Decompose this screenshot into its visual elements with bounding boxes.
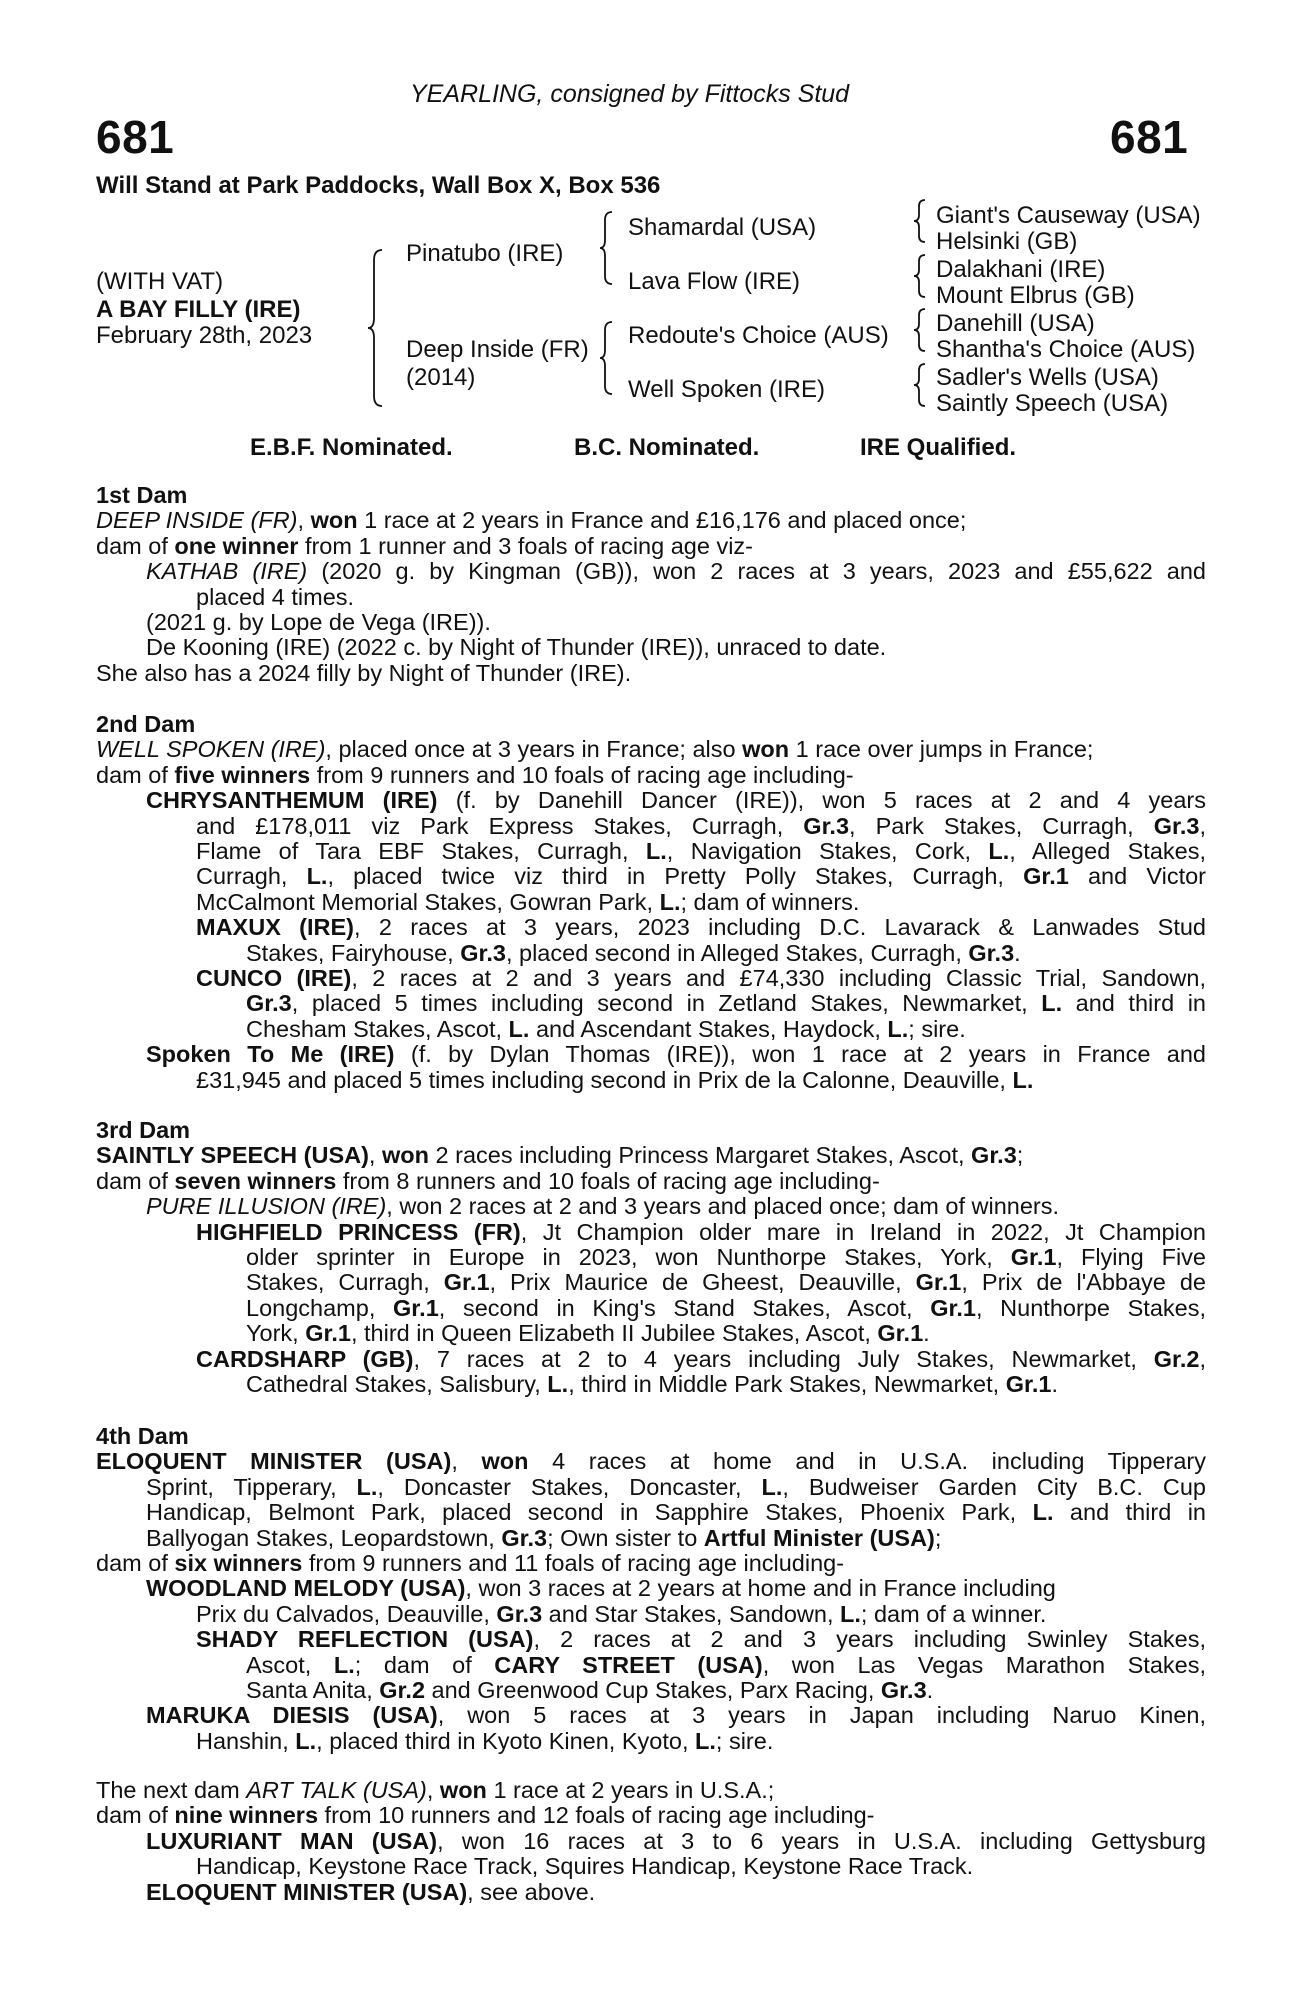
text-run: Handicap, Belmont Park, placed second in Sapphire Stakes, Phoenix Park, xyxy=(146,1500,1033,1526)
text-run: ; sire. xyxy=(715,1728,774,1754)
catalogue-line xyxy=(96,788,1206,813)
text-run: , won 5 races at 3 years in Japan including Naruo Kinen, xyxy=(437,1703,1206,1729)
pedigree-bracket-sd xyxy=(912,253,928,299)
dam-heading: 1st Dam xyxy=(96,483,188,508)
bold-text: L. xyxy=(695,1728,716,1754)
catalogue-line xyxy=(96,1475,1206,1500)
bold-text: L. xyxy=(761,1474,783,1500)
text-run: , placed third in Kyoto Kinen, Kyoto, xyxy=(316,1728,696,1754)
ped-sdd: Mount Elbrus (GB) xyxy=(936,282,1135,309)
text-run: 1 race over jumps in France; xyxy=(789,737,1094,763)
italic-text: KATHAB (IRE) xyxy=(146,559,308,585)
text-run: , Park Stakes, Curragh, xyxy=(849,813,1154,839)
text-run: , 2 races at 2 and 3 years including Swinley Stakes, xyxy=(533,1627,1206,1653)
bold-text: Gr.1 xyxy=(1010,1245,1057,1271)
text-run: 1 race at 2 years in France and £16,176 and placed once; xyxy=(357,508,967,534)
text-run: placed 4 times. xyxy=(196,584,355,610)
text-run: from 9 runners and 11 foals of racing age including- xyxy=(302,1551,845,1577)
text-run: from 8 runners and 10 foals of racing age including- xyxy=(336,1168,880,1194)
pedigree-bracket-ss xyxy=(912,198,928,244)
text-run: . xyxy=(926,1678,934,1704)
ped-sss: Giant's Causeway (USA) xyxy=(936,202,1201,229)
catalogue-line xyxy=(96,585,1206,610)
catalogue-line xyxy=(96,1803,1206,1828)
pedigree-bracket-dam xyxy=(598,320,616,396)
text-run: , xyxy=(1199,813,1206,839)
stand-location: Will Stand at Park Paddocks, Wall Box X, Box 536 xyxy=(96,172,661,199)
catalogue-line xyxy=(96,1653,1206,1678)
text-run: , won Las Vegas Marathon Stakes, xyxy=(762,1652,1206,1678)
bold-text: SHADY REFLECTION (USA) xyxy=(196,1627,534,1653)
text-run: , xyxy=(426,1778,440,1803)
catalogue-line xyxy=(96,864,1206,889)
bold-text: Gr.1 xyxy=(443,1270,490,1296)
text-run: , placed second in Alleged Stakes, Curragh, xyxy=(505,940,969,966)
dam-sire: Redoute's Choice (AUS) xyxy=(628,322,889,349)
vat-note: (WITH VAT) xyxy=(96,268,224,295)
text-run: Longchamp, xyxy=(246,1295,394,1321)
catalogue-line xyxy=(96,1347,1206,1372)
text-run: ; dam of a winner. xyxy=(860,1601,1047,1627)
catalogue-line xyxy=(96,991,1206,1016)
bold-text: Gr.3 xyxy=(880,1678,927,1704)
ire-qualification: IRE Qualified. xyxy=(860,434,1017,461)
catalogue-line xyxy=(96,763,1206,788)
catalogue-line xyxy=(96,1372,1206,1397)
catalogue-line xyxy=(96,814,1206,839)
text-run: (f. by Dylan Thomas (IRE)), won 1 race at 2 years in France and xyxy=(394,1042,1206,1068)
text-run: , Flying Five xyxy=(1056,1245,1206,1271)
text-run: Sprint, Tipperary, xyxy=(146,1474,357,1500)
bold-text: L. xyxy=(547,1372,569,1398)
catalogue-line xyxy=(96,1778,1206,1803)
text-run: 4 races at home and in U.S.A. including Tipperary xyxy=(528,1449,1206,1475)
bold-text: L. xyxy=(508,1016,530,1042)
sale-subtitle: YEARLING, consigned by Fittocks Stud xyxy=(410,80,850,108)
bold-text: Gr.3 xyxy=(1153,813,1200,839)
bold-text: Gr.3 xyxy=(246,991,292,1017)
bold-text: L. xyxy=(1041,991,1063,1017)
text-run: York, xyxy=(246,1321,306,1347)
text-run: , won 2 races at 2 and 3 years and placed once; dam of winners. xyxy=(386,1194,1060,1220)
bold-text: L. xyxy=(988,839,1010,865)
bold-text: Gr.1 xyxy=(1005,1372,1052,1398)
text-run: from 9 runners and 10 foals of racing age including- xyxy=(310,762,854,788)
bold-text: CARDSHARP (GB) xyxy=(196,1346,414,1372)
bold-text: Gr.2 xyxy=(379,1678,426,1704)
text-run: , Alleged Stakes, xyxy=(1009,839,1206,865)
text-run: Chesham Stakes, Ascot, xyxy=(246,1016,509,1042)
sire-name: Pinatubo (IRE) xyxy=(406,240,564,267)
bold-text: L. xyxy=(1032,1500,1054,1526)
pedigree-bracket-dd xyxy=(912,362,928,408)
bold-text: CUNCO (IRE) xyxy=(196,966,352,992)
first-dam-section xyxy=(96,483,1206,686)
bold-text: HIGHFIELD PRINCESS (FR) xyxy=(196,1219,521,1245)
third-dam-section xyxy=(96,1118,1206,1397)
catalogue-line xyxy=(96,1017,1206,1042)
catalogue-line xyxy=(96,1627,1206,1652)
bold-text: ELOQUENT MINISTER (USA) xyxy=(146,1879,468,1905)
bold-text: Gr.1 xyxy=(393,1295,439,1321)
catalogue-line xyxy=(96,1321,1206,1346)
catalogue-line xyxy=(96,737,1206,762)
text-run: . xyxy=(1014,940,1021,966)
bold-text: Gr.3 xyxy=(501,1525,548,1551)
catalogue-line xyxy=(96,508,1206,533)
catalogue-line xyxy=(96,915,1206,940)
catalogue-line xyxy=(96,1703,1206,1728)
catalogue-line xyxy=(96,635,1206,660)
text-run: , second in King's Stand Stakes, Ascot, xyxy=(438,1295,931,1321)
text-run: , xyxy=(451,1449,482,1475)
catalogue-line xyxy=(96,1576,1206,1601)
pedigree-bracket-sire xyxy=(598,210,616,286)
ped-dds: Sadler's Wells (USA) xyxy=(936,364,1159,391)
bold-text: CARY STREET (USA) xyxy=(494,1652,763,1678)
bold-text: nine winners xyxy=(174,1803,319,1829)
text-run: , 2 races at 3 years, 2023 including D.C. Lavarack & Lanwades Stud xyxy=(354,915,1206,941)
text-run: dam of xyxy=(96,1551,175,1577)
text-run: Santa Anita, xyxy=(246,1678,380,1704)
bold-text: Gr.1 xyxy=(915,1270,962,1296)
bold-text: L. xyxy=(295,1728,317,1754)
text-run: Prix du Calvados, Deauville, xyxy=(196,1601,497,1627)
catalogue-line xyxy=(96,1500,1206,1525)
bold-text: CHRYSANTHEMUM (IRE) xyxy=(146,788,438,814)
bold-text: L. xyxy=(645,839,667,865)
text-run: , won 3 races at 2 years at home and in France including xyxy=(465,1576,1056,1602)
catalogue-line xyxy=(96,1245,1206,1270)
catalogue-line xyxy=(96,890,1206,915)
text-run: ; dam of xyxy=(354,1652,495,1678)
text-run: McCalmont Memorial Stakes, Gowran Park, xyxy=(196,889,660,915)
bold-text: L. xyxy=(1012,1067,1034,1093)
catalogue-line xyxy=(96,1143,1206,1168)
catalogue-line xyxy=(96,1296,1206,1321)
bold-text: won xyxy=(481,1449,529,1475)
catalogue-line xyxy=(96,1526,1206,1551)
text-run: Hanshin, xyxy=(196,1728,296,1754)
text-run: (f. by Danehill Dancer (IRE)), won 5 races at 2 and 4 years xyxy=(437,788,1206,814)
bold-text: L. xyxy=(840,1601,861,1627)
bold-text: Gr.3 xyxy=(496,1601,543,1627)
text-run: and £178,011 viz Park Express Stakes, Curragh, xyxy=(196,813,804,839)
ped-dsd: Shantha's Choice (AUS) xyxy=(936,336,1196,363)
catalogue-line xyxy=(96,1729,1206,1754)
text-run: Ascot, xyxy=(246,1652,334,1678)
text-run: She also has a 2024 filly by Night of Thunder (IRE). xyxy=(96,660,632,686)
text-run: from 1 runner and 3 foals of racing age viz- xyxy=(298,533,753,559)
italic-text: ART TALK (USA) xyxy=(246,1778,427,1803)
bold-text: L. xyxy=(659,889,681,915)
text-run: ; sire. xyxy=(908,1016,966,1042)
bold-text: five winners xyxy=(174,762,311,788)
bold-text: Gr.1 xyxy=(305,1321,351,1347)
bold-text: Gr.1 xyxy=(877,1321,924,1347)
text-run: Flame of Tara EBF Stakes, Curragh, xyxy=(196,839,646,865)
italic-text: PURE ILLUSION (IRE) xyxy=(146,1194,387,1220)
text-run: Stakes, Fairyhouse, xyxy=(246,940,461,966)
text-run: , xyxy=(368,1143,382,1169)
dam-year: (2014) xyxy=(406,364,476,391)
pedigree-bracket-ds xyxy=(912,307,928,353)
text-run: (2021 g. by Lope de Vega (IRE)). xyxy=(146,610,491,636)
ped-sds: Dalakhani (IRE) xyxy=(936,256,1106,283)
bold-text: L. xyxy=(356,1474,378,1500)
text-run: , Prix Maurice de Gheest, Deauville, xyxy=(489,1270,916,1296)
dam-name: Deep Inside (FR) xyxy=(406,336,589,363)
text-run: , 7 races at 2 to 4 years including July Stakes, Newmarket, xyxy=(413,1346,1154,1372)
bold-text: Gr.3 xyxy=(971,1143,1017,1169)
text-run: , Prix de l'Abbaye de xyxy=(961,1270,1206,1296)
catalogue-line xyxy=(96,1449,1206,1474)
bold-text: Gr.2 xyxy=(1153,1346,1200,1372)
text-run: ; Own sister to xyxy=(547,1525,704,1551)
foaling-date: February 28th, 2023 xyxy=(96,322,313,349)
text-run: , Jt Champion older mare in Ireland in 2022, Jt Champion xyxy=(520,1219,1206,1245)
text-run: Stakes, Curragh, xyxy=(246,1270,444,1296)
lot-name: A BAY FILLY (IRE) xyxy=(96,296,301,323)
bold-text: Gr.1 xyxy=(930,1295,976,1321)
bold-text: won xyxy=(381,1143,429,1169)
text-run: De Kooning (IRE) (2022 c. by Night of Thunder (IRE)), unraced to date. xyxy=(146,635,887,661)
dam-dam: Well Spoken (IRE) xyxy=(628,376,825,403)
text-run: , third in Queen Elizabeth II Jubilee Stakes, Ascot, xyxy=(350,1321,878,1347)
text-run: and Victor xyxy=(1068,864,1206,890)
dam-heading: 2nd Dam xyxy=(96,712,196,737)
catalogue-line xyxy=(96,1270,1206,1295)
catalogue-line xyxy=(96,1068,1206,1093)
dam-heading: 3rd Dam xyxy=(96,1118,191,1143)
bold-text: L. xyxy=(887,1016,909,1042)
catalogue-line xyxy=(96,1829,1206,1854)
ped-ddd: Saintly Speech (USA) xyxy=(936,390,1169,417)
text-run: , see above. xyxy=(467,1879,596,1905)
sire-sire: Shamardal (USA) xyxy=(628,214,817,241)
bold-text: Spoken To Me (IRE) xyxy=(146,1042,395,1068)
bold-text: MARUKA DIESIS (USA) xyxy=(146,1703,438,1729)
text-run: dam of xyxy=(96,1168,175,1194)
catalogue-line xyxy=(96,941,1206,966)
bc-nomination: B.C. Nominated. xyxy=(574,434,760,461)
bold-text: Gr.3 xyxy=(460,940,506,966)
dam-heading: 4th Dam xyxy=(96,1424,189,1449)
text-run: and Greenwood Cup Stakes, Parx Racing, xyxy=(425,1678,881,1704)
catalogue-line xyxy=(96,1551,1206,1576)
lot-number-left: 681 xyxy=(96,111,175,163)
text-run: , xyxy=(1199,1346,1206,1372)
bold-text: L. xyxy=(333,1652,355,1678)
text-run: Handicap, Keystone Race Track, Squires Handicap, Keystone Race Track. xyxy=(196,1854,974,1880)
text-run: from 10 runners and 12 foals of racing age including- xyxy=(318,1803,875,1829)
bold-text: seven winners xyxy=(174,1168,337,1194)
text-run: Cathedral Stakes, Salisbury, xyxy=(246,1372,548,1398)
bold-text: LUXURIANT MAN (USA) xyxy=(146,1828,438,1854)
text-run: dam of xyxy=(96,762,175,788)
next-dam-section xyxy=(96,1778,1206,1905)
text-run: dam of xyxy=(96,533,175,559)
bold-text: won xyxy=(742,737,790,763)
catalogue-line xyxy=(96,1169,1206,1194)
catalogue-line xyxy=(96,559,1206,584)
italic-text: WELL SPOKEN (IRE) xyxy=(96,737,326,763)
catalogue-line xyxy=(96,1854,1206,1879)
catalogue-line xyxy=(96,610,1206,635)
bold-text: won xyxy=(310,508,358,534)
text-run: (2020 g. by Kingman (GB)), won 2 races at 3 years, 2023 and £55,622 and xyxy=(307,559,1206,585)
sire-dam: Lava Flow (IRE) xyxy=(628,268,801,295)
catalogue-line xyxy=(96,1602,1206,1627)
bold-text: Gr.1 xyxy=(1023,864,1069,890)
text-run: and Star Stakes, Sandown, xyxy=(542,1601,841,1627)
catalogue-line xyxy=(96,1042,1206,1067)
ped-ssd: Helsinki (GB) xyxy=(936,228,1078,255)
bold-text: one winner xyxy=(174,533,299,559)
text-run: , placed 5 times including second in Zetland Stakes, Newmarket, xyxy=(291,991,1042,1017)
bold-text: SAINTLY SPEECH (USA) xyxy=(96,1143,369,1169)
catalogue-line xyxy=(96,534,1206,559)
bold-text: won xyxy=(439,1778,487,1803)
lot-number-right: 681 xyxy=(1110,111,1189,163)
text-run: older sprinter in Europe in 2023, won Nunthorpe Stakes, York, xyxy=(246,1245,1011,1271)
bold-text: six winners xyxy=(174,1551,303,1577)
text-run: Ballyogan Stakes, Leopardstown, xyxy=(146,1525,502,1551)
text-run: and Ascendant Stakes, Haydock, xyxy=(529,1016,888,1042)
text-run: 2 races including Princess Margaret Stakes, Ascot, xyxy=(428,1143,972,1169)
catalogue-line xyxy=(96,966,1206,991)
catalogue-line xyxy=(96,1220,1206,1245)
text-run: ; dam of winners. xyxy=(680,889,860,915)
text-run: and third in xyxy=(1053,1500,1206,1526)
catalogue-line xyxy=(96,1880,1206,1905)
catalogue-line xyxy=(96,1678,1206,1703)
text-run: £31,945 and placed 5 times including second in Prix de la Calonne, Deauville, xyxy=(196,1067,1013,1093)
text-run: , placed once at 3 years in France; also xyxy=(325,737,743,763)
text-run: ; xyxy=(934,1525,942,1551)
text-run: The next dam xyxy=(96,1778,247,1803)
fourth-dam-section xyxy=(96,1424,1206,1754)
catalogue-line xyxy=(96,661,1206,686)
text-run: , 2 races at 2 and 3 years and £74,330 including Classic Trial, Sandown, xyxy=(351,966,1206,992)
text-run: , xyxy=(297,508,311,534)
text-run: , Doncaster Stakes, Doncaster, xyxy=(377,1474,762,1500)
catalogue-line xyxy=(96,839,1206,864)
second-dam-section xyxy=(96,712,1206,1093)
bold-text: Gr.3 xyxy=(968,940,1015,966)
text-run: , won 16 races at 3 to 6 years in U.S.A. including Gettysburg xyxy=(437,1828,1206,1854)
text-run: , Budweiser Garden City B.C. Cup xyxy=(782,1474,1206,1500)
text-run: 1 race at 2 years in U.S.A.; xyxy=(486,1778,775,1803)
text-run: , Nunthorpe Stakes, xyxy=(975,1295,1206,1321)
bold-text: WOODLAND MELODY (USA) xyxy=(146,1576,466,1602)
bold-text: ELOQUENT MINISTER (USA) xyxy=(96,1449,452,1475)
text-run: and third in xyxy=(1062,991,1206,1017)
bold-text: MAXUX (IRE) xyxy=(196,915,355,941)
text-run: . xyxy=(1051,1372,1058,1398)
text-run: ; xyxy=(1016,1143,1024,1169)
italic-text: DEEP INSIDE (FR) xyxy=(96,508,298,534)
pedigree-bracket-main xyxy=(366,248,386,408)
text-run: , placed twice viz third in Pretty Polly Stakes, Curragh, xyxy=(327,864,1024,890)
ebf-nomination: E.B.F. Nominated. xyxy=(250,434,453,461)
text-run: dam of xyxy=(96,1803,175,1829)
text-run: , third in Middle Park Stakes, Newmarket, xyxy=(568,1372,1006,1398)
text-run: . xyxy=(923,1321,930,1347)
bold-text: L. xyxy=(306,864,328,890)
ped-dss: Danehill (USA) xyxy=(936,310,1095,337)
catalogue-line xyxy=(96,1194,1206,1219)
bold-text: Artful Minister (USA) xyxy=(703,1525,935,1551)
text-run: Curragh, xyxy=(196,864,307,890)
text-run: , Navigation Stakes, Cork, xyxy=(666,839,989,865)
bold-text: Gr.3 xyxy=(803,813,850,839)
